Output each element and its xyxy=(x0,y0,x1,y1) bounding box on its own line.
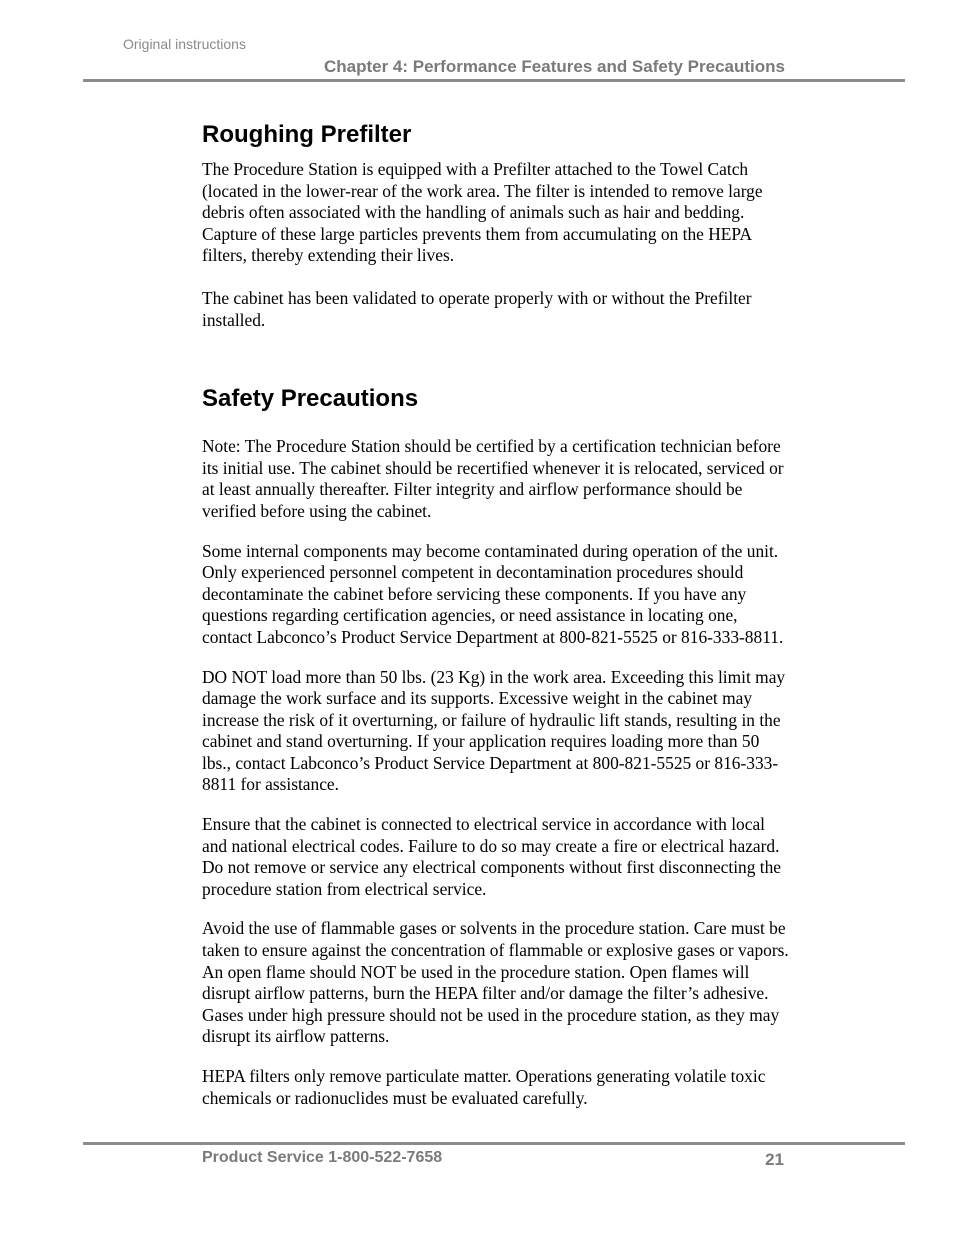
original-instructions-label: Original instructions xyxy=(123,36,246,52)
safety-paragraph-4: Ensure that the cabinet is connected to electrical service in accordance with local and national electrical codes. Failure to do so may create a fire or electrical hazard. Do not remove or service any electrical components without first disconnecting the procedure station from electrical service. xyxy=(202,814,782,899)
safety-paragraph-6: HEPA filters only remove particulate matter. Operations generating volatile toxic chemicals or radionuclides must be evaluated carefully. xyxy=(202,1066,766,1108)
roughing-paragraph-1: The Procedure Station is equipped with a Prefilter attached to the Towel Catch (located in the lower-rear of the work area. The filter is intended to remove large debris often associated with the handling of animals such as hair and bedding. Capture of these large particles prevents them from accumulating on the HEPA filters, thereby extending their lives. xyxy=(202,159,763,266)
page-number: 21 xyxy=(765,1150,784,1169)
safety-precautions-heading: Safety Precautions xyxy=(202,385,419,413)
safety-paragraph-5: Avoid the use of flammable gases or solvents in the procedure station. Care must be taken to ensure against the concentration of flammable or explosive gases or vapors. An open flame should NOT be used in the procedure station. Open flames will disrupt airflow patterns, burn the HEPA filter and/or damage the filter’s adhesive. Gases under high pressure should not be used in the procedure station, as they may disrupt its airflow patterns. xyxy=(202,918,789,1047)
product-service-footer: Product Service 1-800-522-7658 xyxy=(202,1149,443,1166)
roughing-paragraph-2: The cabinet has been validated to operate properly with or without the Prefilter installed. xyxy=(202,287,752,330)
header-divider xyxy=(83,79,905,82)
page-content xyxy=(202,118,792,1109)
safety-paragraph-2: Some internal components may become contaminated during operation of the unit. Only experienced personnel competent in decontamination procedures should decontaminate the cabinet before servicing these components. If you have any questions regarding certification agencies, or need assistance in locating one, contact Labconco’s Product Service Department at 800-821-5525 or 816-333-8811. xyxy=(202,540,784,647)
footer-divider xyxy=(83,1142,905,1145)
safety-paragraph-3: DO NOT load more than 50 lbs. (23 Kg) in the work area. Exceeding this limit may damage the work surface and its supports. Excessive weight in the cabinet may increase the risk of it overturning, or failure of hydraulic lift stands, resulting in the cabinet and stand overturning. If your application requires loading more than 50 lbs., contact Labconco’s Product Service Department at 800-821-5525 or 816-333-8811 for assistance. xyxy=(202,666,786,795)
roughing-prefilter-heading: Roughing Prefilter xyxy=(202,121,412,148)
chapter-header: Chapter 4: Performance Features and Safety Precautions xyxy=(323,57,785,76)
safety-paragraph-1: Note: The Procedure Station should be certified by a certification technician before its initial use. The cabinet should be recertified whenever it is relocated, serviced or at least annually thereafter. Filter integrity and airflow performance should be verified before using the cabinet. xyxy=(202,436,784,521)
